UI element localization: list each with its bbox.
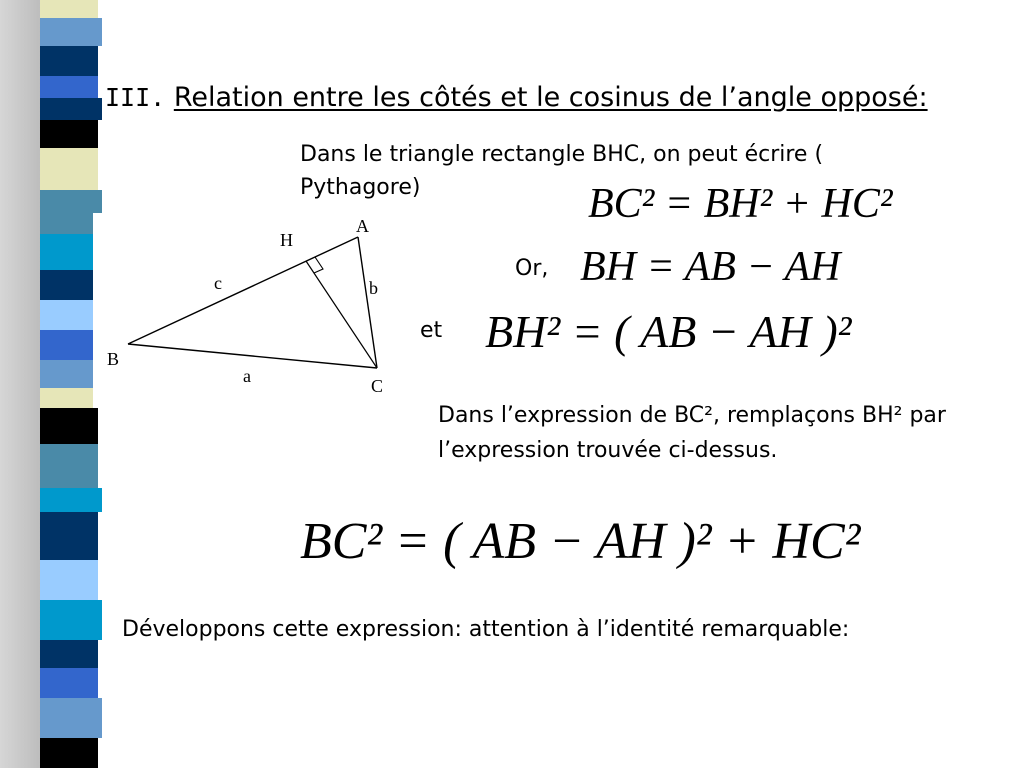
- et-label: et: [420, 318, 443, 343]
- stripe-segment: [40, 270, 98, 300]
- stripe-segment: [40, 698, 102, 738]
- stripe-segment: [40, 98, 102, 120]
- label-C: C: [371, 376, 384, 396]
- stripe-segment: [40, 76, 98, 98]
- side-a-line: [128, 344, 377, 368]
- stripe-segment: [40, 18, 102, 46]
- label-H: H: [280, 230, 293, 250]
- stripe-segment: [40, 668, 98, 698]
- label-B: B: [107, 349, 120, 369]
- height-ch-line: [306, 261, 377, 368]
- stripe-segment: [40, 0, 98, 18]
- stripe-segment: [40, 360, 98, 388]
- stripe-segment: [40, 488, 102, 512]
- stripe-segment: [40, 738, 98, 768]
- or-label: Or,: [515, 256, 549, 281]
- develop-text: Développons cette expression: attention à l’identité remarquable:: [122, 617, 850, 642]
- stripe-segment: [40, 330, 98, 360]
- triangle-figure: [93, 213, 398, 408]
- equation-bh: BH = AB − AH: [580, 244, 841, 290]
- stripe-segment: [40, 560, 98, 600]
- stripe-segment: [40, 148, 98, 190]
- stripe-segment: [40, 444, 98, 488]
- right-angle-marker: [314, 257, 323, 273]
- equation-pythagore: BC² = BH² + HC²: [588, 181, 893, 227]
- stripe-segment: [40, 234, 98, 270]
- stripe-segment: [40, 408, 98, 444]
- label-c: c: [214, 273, 222, 293]
- stripe-segment: [40, 512, 98, 560]
- equation-bc-expanded: BC² = ( AB − AH )² + HC²: [300, 513, 861, 570]
- stripe-segment: [40, 120, 98, 148]
- title-text: Relation entre les côtés et le cosinus de l’angle opposé:: [173, 82, 928, 113]
- stripe-segment: [40, 640, 98, 668]
- side-c-line: [128, 237, 358, 344]
- replace-text: Dans l’expression de BC², remplaçons BH² par l’expression trouvée ci-dessus.: [438, 403, 946, 463]
- slide-title: [105, 78, 945, 118]
- stripe-segment: [40, 46, 98, 76]
- triangle-diagram: [93, 213, 398, 408]
- stripe-segment: [40, 600, 102, 640]
- title-number: III.: [105, 83, 166, 112]
- equation-bh-squared: BH² = ( AB − AH )²: [485, 306, 852, 357]
- intro-text: Dans le triangle rectangle BHC, on peut écrire ( Pythagore): [300, 142, 824, 200]
- label-a: a: [243, 366, 251, 386]
- label-b: b: [369, 278, 378, 298]
- side-b-line: [358, 237, 377, 368]
- label-A: A: [356, 216, 369, 236]
